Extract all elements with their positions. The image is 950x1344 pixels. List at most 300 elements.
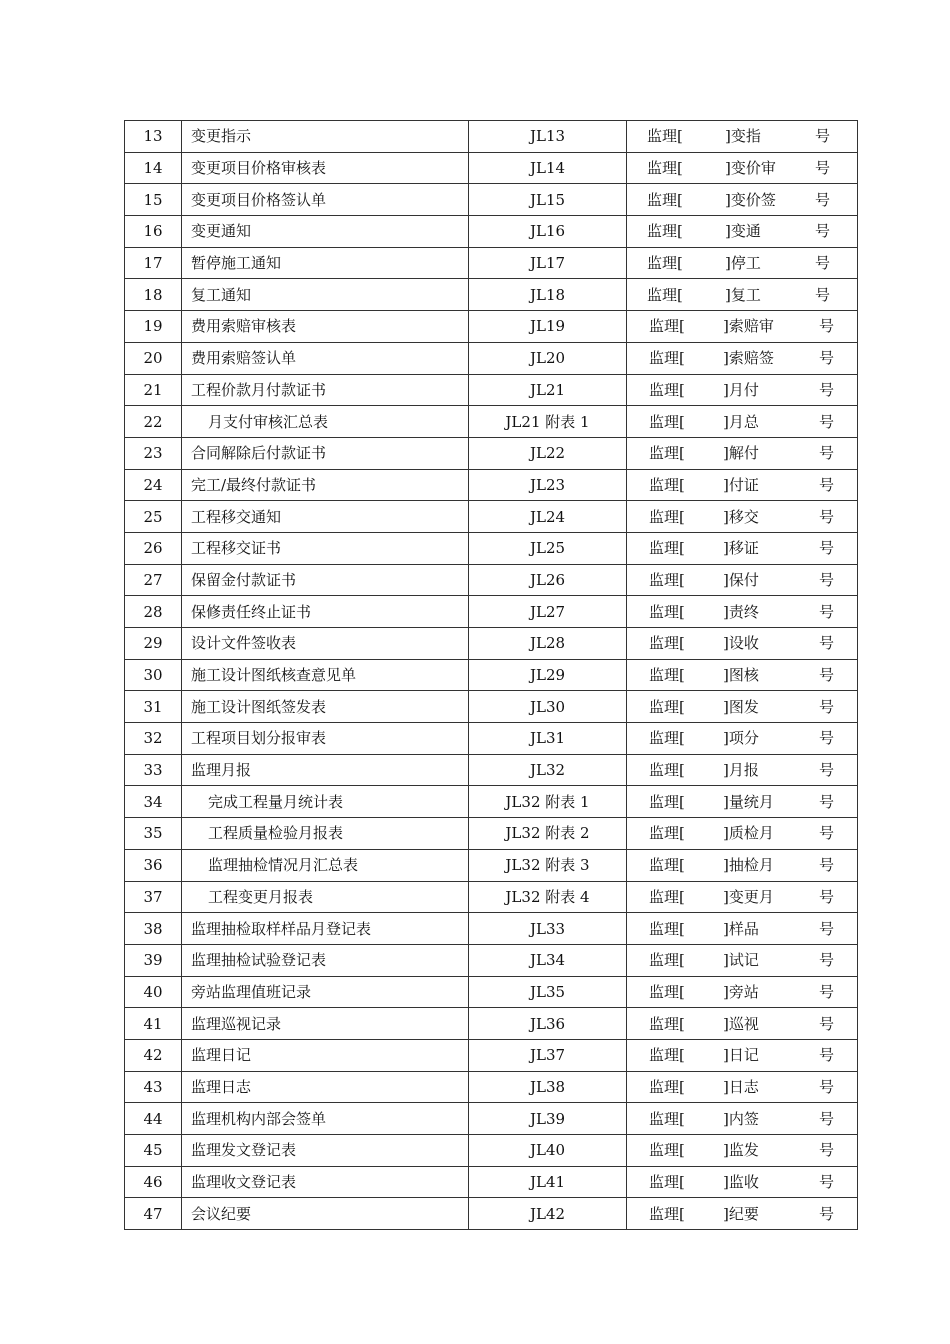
form-name: 工程变更月报表 xyxy=(182,881,469,913)
serial-suffix: 号 xyxy=(819,349,835,368)
row-number: 40 xyxy=(125,976,182,1008)
serial-format xyxy=(627,818,857,848)
row-number: 18 xyxy=(125,279,182,311)
serial-format xyxy=(627,343,857,373)
serial-prefix: 监理[ xyxy=(649,634,685,653)
table-row xyxy=(125,406,858,438)
serial-format xyxy=(627,121,857,151)
form-code: JL23 xyxy=(469,469,627,501)
serial-format xyxy=(627,1167,857,1197)
serial-format xyxy=(627,850,857,880)
serial-prefix: 监理[ xyxy=(649,1014,685,1033)
table-row xyxy=(125,342,858,374)
serial-format-cell xyxy=(627,247,858,279)
serial-prefix: 监理[ xyxy=(649,856,685,875)
form-code: JL30 xyxy=(469,691,627,723)
table-row xyxy=(125,818,858,850)
form-name: 保修责任终止证书 xyxy=(182,596,469,628)
serial-type: ]质检月 xyxy=(723,824,774,843)
serial-format-cell xyxy=(627,818,858,850)
serial-format xyxy=(627,787,857,817)
serial-suffix: 号 xyxy=(819,1173,835,1192)
serial-type: ]月总 xyxy=(723,412,759,431)
serial-format-cell xyxy=(627,849,858,881)
serial-prefix: 监理[ xyxy=(649,1109,685,1128)
serial-format-cell xyxy=(627,913,858,945)
serial-prefix: 监理[ xyxy=(649,570,685,589)
serial-suffix: 号 xyxy=(819,919,835,938)
form-name: 变更指示 xyxy=(182,121,469,153)
serial-type: ]责终 xyxy=(723,602,759,621)
serial-type: ]移证 xyxy=(723,539,759,558)
table-row xyxy=(125,881,858,913)
form-name: 监理发文登记表 xyxy=(182,1135,469,1167)
serial-suffix: 号 xyxy=(819,1046,835,1065)
row-number: 39 xyxy=(125,944,182,976)
serial-format xyxy=(627,565,857,595)
serial-format xyxy=(627,438,857,468)
row-number: 47 xyxy=(125,1198,182,1230)
form-code: JL15 xyxy=(469,184,627,216)
serial-prefix: 监理[ xyxy=(647,127,683,146)
serial-suffix: 号 xyxy=(819,982,835,1001)
serial-type: ]索赔签 xyxy=(723,349,774,368)
serial-suffix: 号 xyxy=(819,666,835,685)
table-row xyxy=(125,1103,858,1135)
form-code: JL22 xyxy=(469,437,627,469)
serial-suffix: 号 xyxy=(819,507,835,526)
serial-suffix: 号 xyxy=(815,285,831,304)
table-row xyxy=(125,1135,858,1167)
row-number: 37 xyxy=(125,881,182,913)
table-row xyxy=(125,1198,858,1230)
serial-prefix: 监理[ xyxy=(649,1141,685,1160)
serial-format-cell xyxy=(627,564,858,596)
form-name: 保留金付款证书 xyxy=(182,564,469,596)
serial-prefix: 监理[ xyxy=(647,222,683,241)
serial-type: ]变更月 xyxy=(723,887,774,906)
serial-type: ]巡视 xyxy=(723,1014,759,1033)
table-row xyxy=(125,1166,858,1198)
serial-prefix: 监理[ xyxy=(649,919,685,938)
serial-format xyxy=(627,945,857,975)
form-code: JL32 附表 4 xyxy=(469,881,627,913)
serial-prefix: 监理[ xyxy=(649,761,685,780)
serial-format-cell xyxy=(627,279,858,311)
serial-suffix: 号 xyxy=(819,412,835,431)
serial-type: ]图核 xyxy=(723,666,759,685)
serial-format xyxy=(627,1040,857,1070)
row-number: 17 xyxy=(125,247,182,279)
form-code: JL41 xyxy=(469,1166,627,1198)
form-code: JL32 附表 2 xyxy=(469,818,627,850)
serial-type: ]变通 xyxy=(725,222,761,241)
row-number: 31 xyxy=(125,691,182,723)
form-code: JL19 xyxy=(469,311,627,343)
serial-type: ]图发 xyxy=(723,697,759,716)
serial-suffix: 号 xyxy=(819,444,835,463)
serial-format-cell xyxy=(627,1039,858,1071)
form-name: 监理月报 xyxy=(182,754,469,786)
row-number: 20 xyxy=(125,342,182,374)
serial-format-cell xyxy=(627,184,858,216)
serial-format-cell xyxy=(627,311,858,343)
table-row xyxy=(125,1008,858,1040)
serial-type: ]监发 xyxy=(723,1141,759,1160)
serial-type: ]样品 xyxy=(723,919,759,938)
table-row xyxy=(125,754,858,786)
form-name: 工程质量检验月报表 xyxy=(182,818,469,850)
serial-type: ]付证 xyxy=(723,475,759,494)
serial-format-cell xyxy=(627,501,858,533)
form-name: 监理日志 xyxy=(182,1071,469,1103)
serial-type: ]日志 xyxy=(723,1077,759,1096)
form-name: 完成工程量月统计表 xyxy=(182,786,469,818)
form-name: 变更项目价格审核表 xyxy=(182,152,469,184)
serial-prefix: 监理[ xyxy=(649,729,685,748)
row-number: 45 xyxy=(125,1135,182,1167)
row-number: 34 xyxy=(125,786,182,818)
serial-format xyxy=(627,882,857,912)
serial-format xyxy=(627,755,857,785)
form-code: JL24 xyxy=(469,501,627,533)
serial-type: ]月付 xyxy=(723,380,759,399)
serial-format xyxy=(627,660,857,690)
table-body xyxy=(125,121,858,1230)
form-code: JL40 xyxy=(469,1135,627,1167)
serial-format xyxy=(627,1199,857,1229)
form-name: 监理抽检情况月汇总表 xyxy=(182,849,469,881)
form-code: JL32 附表 3 xyxy=(469,849,627,881)
serial-format xyxy=(627,533,857,563)
serial-prefix: 监理[ xyxy=(649,1173,685,1192)
serial-format xyxy=(627,1009,857,1039)
serial-format-cell xyxy=(627,786,858,818)
row-number: 36 xyxy=(125,849,182,881)
form-name: 费用索赔签认单 xyxy=(182,342,469,374)
table-row xyxy=(125,723,858,755)
serial-prefix: 监理[ xyxy=(649,539,685,558)
form-name: 完工/最终付款证书 xyxy=(182,469,469,501)
form-code: JL35 xyxy=(469,976,627,1008)
form-name: 监理机构内部会签单 xyxy=(182,1103,469,1135)
serial-format-cell xyxy=(627,754,858,786)
serial-type: ]保付 xyxy=(723,570,759,589)
form-name: 监理抽检试验登记表 xyxy=(182,944,469,976)
serial-suffix: 号 xyxy=(819,1077,835,1096)
row-number: 35 xyxy=(125,818,182,850)
serial-suffix: 号 xyxy=(819,856,835,875)
form-name: 复工通知 xyxy=(182,279,469,311)
serial-type: ]试记 xyxy=(723,951,759,970)
form-code: JL13 xyxy=(469,121,627,153)
form-code: JL38 xyxy=(469,1071,627,1103)
serial-suffix: 号 xyxy=(815,127,831,146)
serial-suffix: 号 xyxy=(819,380,835,399)
form-name: 工程移交证书 xyxy=(182,532,469,564)
row-number: 19 xyxy=(125,311,182,343)
form-name: 施工设计图纸签发表 xyxy=(182,691,469,723)
form-name: 暂停施工通知 xyxy=(182,247,469,279)
serial-suffix: 号 xyxy=(819,824,835,843)
form-name: 费用索赔审核表 xyxy=(182,311,469,343)
form-name: 工程价款月付款证书 xyxy=(182,374,469,406)
serial-type: ]项分 xyxy=(723,729,759,748)
serial-type: ]月报 xyxy=(723,761,759,780)
form-code: JL32 附表 1 xyxy=(469,786,627,818)
row-number: 22 xyxy=(125,406,182,438)
row-number: 29 xyxy=(125,628,182,660)
row-number: 26 xyxy=(125,532,182,564)
serial-suffix: 号 xyxy=(819,1109,835,1128)
row-number: 23 xyxy=(125,437,182,469)
serial-format-cell xyxy=(627,1135,858,1167)
serial-format-cell xyxy=(627,596,858,628)
form-code: JL39 xyxy=(469,1103,627,1135)
serial-suffix: 号 xyxy=(819,1141,835,1160)
row-number: 27 xyxy=(125,564,182,596)
table-row xyxy=(125,913,858,945)
form-name: 设计文件签收表 xyxy=(182,628,469,660)
serial-type: ]内签 xyxy=(723,1109,759,1128)
serial-prefix: 监理[ xyxy=(649,444,685,463)
form-code: JL37 xyxy=(469,1039,627,1071)
serial-format xyxy=(627,1135,857,1165)
serial-format-cell xyxy=(627,976,858,1008)
serial-format xyxy=(627,628,857,658)
row-number: 24 xyxy=(125,469,182,501)
serial-type: ]停工 xyxy=(725,254,761,273)
serial-prefix: 监理[ xyxy=(649,887,685,906)
table-row xyxy=(125,532,858,564)
form-name: 变更通知 xyxy=(182,216,469,248)
serial-suffix: 号 xyxy=(819,1204,835,1223)
serial-format xyxy=(627,185,857,215)
serial-suffix: 号 xyxy=(819,634,835,653)
form-name: 月支付审核汇总表 xyxy=(182,406,469,438)
serial-format xyxy=(627,407,857,437)
serial-format-cell xyxy=(627,469,858,501)
table-row xyxy=(125,786,858,818)
serial-type: ]日记 xyxy=(723,1046,759,1065)
serial-format-cell xyxy=(627,1071,858,1103)
serial-suffix: 号 xyxy=(819,570,835,589)
form-name: 监理巡视记录 xyxy=(182,1008,469,1040)
form-code: JL21 附表 1 xyxy=(469,406,627,438)
form-code: JL31 xyxy=(469,723,627,755)
serial-suffix: 号 xyxy=(815,190,831,209)
serial-format xyxy=(627,470,857,500)
serial-format xyxy=(627,723,857,753)
serial-prefix: 监理[ xyxy=(649,602,685,621)
serial-suffix: 号 xyxy=(819,1014,835,1033)
serial-prefix: 监理[ xyxy=(649,1204,685,1223)
serial-format xyxy=(627,216,857,246)
row-number: 43 xyxy=(125,1071,182,1103)
serial-format-cell xyxy=(627,1008,858,1040)
serial-format-cell xyxy=(627,881,858,913)
form-code: JL16 xyxy=(469,216,627,248)
serial-type: ]纪要 xyxy=(723,1204,759,1223)
serial-prefix: 监理[ xyxy=(649,380,685,399)
table-row xyxy=(125,184,858,216)
form-code: JL29 xyxy=(469,659,627,691)
form-name: 工程移交通知 xyxy=(182,501,469,533)
row-number: 14 xyxy=(125,152,182,184)
serial-prefix: 监理[ xyxy=(649,1046,685,1065)
serial-format-cell xyxy=(627,152,858,184)
form-name: 施工设计图纸核查意见单 xyxy=(182,659,469,691)
table-row xyxy=(125,437,858,469)
row-number: 38 xyxy=(125,913,182,945)
serial-prefix: 监理[ xyxy=(649,792,685,811)
serial-type: ]索赔审 xyxy=(723,317,774,336)
row-number: 25 xyxy=(125,501,182,533)
serial-format xyxy=(627,502,857,532)
serial-prefix: 监理[ xyxy=(647,159,683,178)
form-code: JL21 xyxy=(469,374,627,406)
form-name: 旁站监理值班记录 xyxy=(182,976,469,1008)
serial-format-cell xyxy=(627,1198,858,1230)
table-row xyxy=(125,216,858,248)
form-code: JL14 xyxy=(469,152,627,184)
table-row xyxy=(125,628,858,660)
serial-suffix: 号 xyxy=(815,254,831,273)
serial-format xyxy=(627,914,857,944)
serial-type: ]复工 xyxy=(725,285,761,304)
table-row xyxy=(125,659,858,691)
serial-type: ]变指 xyxy=(725,127,761,146)
table-row xyxy=(125,247,858,279)
serial-suffix: 号 xyxy=(819,887,835,906)
row-number: 15 xyxy=(125,184,182,216)
row-number: 16 xyxy=(125,216,182,248)
serial-format-cell xyxy=(627,1166,858,1198)
form-code: JL33 xyxy=(469,913,627,945)
serial-prefix: 监理[ xyxy=(649,1077,685,1096)
row-number: 28 xyxy=(125,596,182,628)
serial-type: ]量统月 xyxy=(723,792,774,811)
form-name: 合同解除后付款证书 xyxy=(182,437,469,469)
serial-prefix: 监理[ xyxy=(649,475,685,494)
serial-type: ]旁站 xyxy=(723,982,759,1001)
table-row xyxy=(125,279,858,311)
form-list-table xyxy=(124,120,858,1230)
serial-prefix: 监理[ xyxy=(649,951,685,970)
table-row xyxy=(125,976,858,1008)
serial-format-cell xyxy=(627,659,858,691)
table-row xyxy=(125,1039,858,1071)
form-name: 会议纪要 xyxy=(182,1198,469,1230)
form-name: 工程项目划分报审表 xyxy=(182,723,469,755)
table-row xyxy=(125,1071,858,1103)
row-number: 41 xyxy=(125,1008,182,1040)
serial-suffix: 号 xyxy=(819,317,835,336)
serial-prefix: 监理[ xyxy=(649,982,685,1001)
table-row xyxy=(125,596,858,628)
form-code: JL34 xyxy=(469,944,627,976)
table-row xyxy=(125,691,858,723)
serial-format-cell xyxy=(627,374,858,406)
row-number: 42 xyxy=(125,1039,182,1071)
form-code: JL32 xyxy=(469,754,627,786)
serial-type: ]解付 xyxy=(723,444,759,463)
table-row xyxy=(125,121,858,153)
serial-prefix: 监理[ xyxy=(647,190,683,209)
serial-type: ]监收 xyxy=(723,1173,759,1192)
serial-format-cell xyxy=(627,944,858,976)
row-number: 33 xyxy=(125,754,182,786)
serial-type: ]变价审 xyxy=(725,159,776,178)
serial-suffix: 号 xyxy=(815,159,831,178)
form-code: JL20 xyxy=(469,342,627,374)
serial-prefix: 监理[ xyxy=(647,254,683,273)
serial-format-cell xyxy=(627,691,858,723)
serial-format xyxy=(627,1072,857,1102)
form-code: JL42 xyxy=(469,1198,627,1230)
serial-prefix: 监理[ xyxy=(649,412,685,431)
row-number: 46 xyxy=(125,1166,182,1198)
serial-format-cell xyxy=(627,437,858,469)
table-row xyxy=(125,374,858,406)
table-row xyxy=(125,849,858,881)
serial-suffix: 号 xyxy=(819,697,835,716)
serial-format-cell xyxy=(627,216,858,248)
serial-prefix: 监理[ xyxy=(649,317,685,336)
serial-format xyxy=(627,280,857,310)
serial-type: ]抽检月 xyxy=(723,856,774,875)
serial-suffix: 号 xyxy=(819,475,835,494)
serial-format xyxy=(627,1104,857,1134)
serial-format xyxy=(627,153,857,183)
form-name: 变更项目价格签认单 xyxy=(182,184,469,216)
row-number: 13 xyxy=(125,121,182,153)
form-code: JL26 xyxy=(469,564,627,596)
serial-format-cell xyxy=(627,406,858,438)
serial-prefix: 监理[ xyxy=(649,824,685,843)
serial-format-cell xyxy=(627,121,858,153)
serial-type: ]变价签 xyxy=(725,190,776,209)
serial-type: ]移交 xyxy=(723,507,759,526)
serial-suffix: 号 xyxy=(819,729,835,748)
serial-format xyxy=(627,597,857,627)
form-code: JL25 xyxy=(469,532,627,564)
serial-format-cell xyxy=(627,532,858,564)
serial-format xyxy=(627,375,857,405)
serial-format-cell xyxy=(627,628,858,660)
row-number: 30 xyxy=(125,659,182,691)
serial-format-cell xyxy=(627,723,858,755)
row-number: 32 xyxy=(125,723,182,755)
serial-suffix: 号 xyxy=(819,792,835,811)
form-code: JL17 xyxy=(469,247,627,279)
serial-suffix: 号 xyxy=(815,222,831,241)
serial-suffix: 号 xyxy=(819,951,835,970)
serial-format-cell xyxy=(627,1103,858,1135)
form-code: JL27 xyxy=(469,596,627,628)
table-row xyxy=(125,564,858,596)
form-code: JL28 xyxy=(469,628,627,660)
form-code: JL36 xyxy=(469,1008,627,1040)
serial-prefix: 监理[ xyxy=(649,666,685,685)
serial-format xyxy=(627,311,857,341)
serial-format xyxy=(627,248,857,278)
serial-prefix: 监理[ xyxy=(649,507,685,526)
serial-format xyxy=(627,977,857,1007)
form-code: JL18 xyxy=(469,279,627,311)
table-row xyxy=(125,152,858,184)
table-row xyxy=(125,311,858,343)
